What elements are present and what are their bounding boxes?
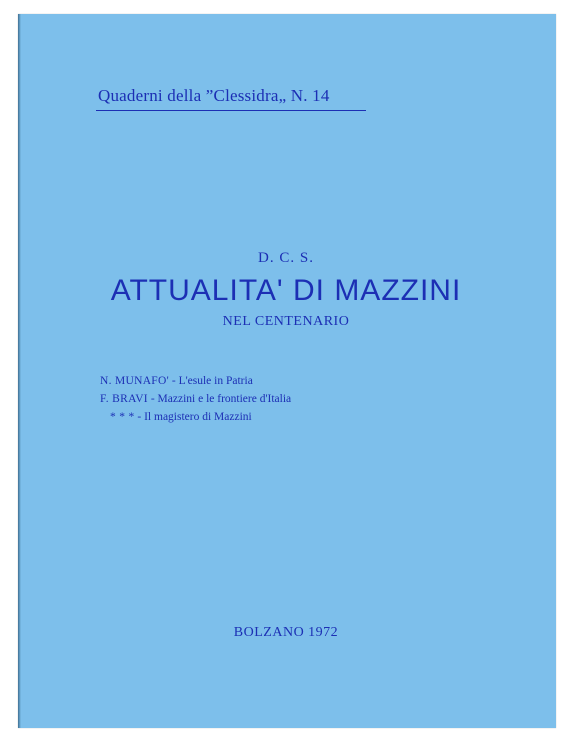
contents-entry <box>100 390 291 408</box>
entry-author: F. BRAVI <box>100 393 148 405</box>
entry-separator: - <box>134 411 145 423</box>
imprint-place-year: BOLZANO 1972 <box>233 625 339 640</box>
entry-separator: - <box>147 393 158 405</box>
series-underline <box>96 110 366 111</box>
entry-work: L'esule in Patria <box>178 375 253 387</box>
booklet-cover <box>18 14 556 728</box>
publisher-initials: D. C. S. <box>258 250 314 266</box>
cover-spine-edge <box>18 14 21 728</box>
entry-work: Mazzini e le frontiere d'Italia <box>157 393 292 405</box>
contents-entry <box>100 372 291 390</box>
contents-list <box>100 372 291 426</box>
entry-author: N. MUNAFO' <box>100 375 169 387</box>
book-subtitle: NEL CENTENARIO <box>222 314 350 329</box>
book-title: ATTUALITA' DI MAZZINI <box>110 274 462 307</box>
entry-separator: - <box>168 375 179 387</box>
series-title: Quaderni della ”Clessidra„ N. 14 <box>98 86 330 105</box>
contents-entry <box>100 408 291 426</box>
entry-author: * * * <box>110 411 135 423</box>
entry-work: Il magistero di Mazzini <box>144 411 252 423</box>
